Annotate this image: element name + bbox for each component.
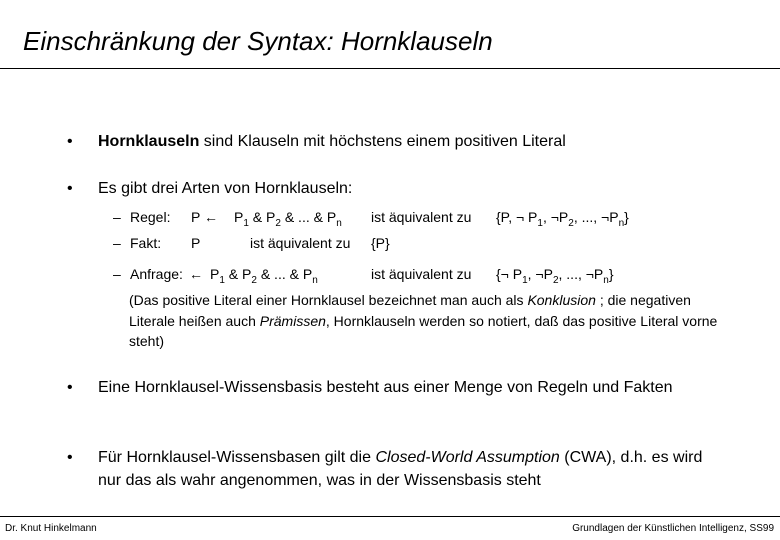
footer-author: Dr. Knut Hinkelmann bbox=[5, 523, 97, 534]
anfrage-equiv: ist äquivalent zu bbox=[371, 266, 472, 282]
bullet-marker: • bbox=[67, 379, 73, 396]
bullet-drei-arten: Es gibt drei Arten von Hornklauseln: bbox=[98, 180, 353, 197]
term-konklusion: Konklusion bbox=[527, 292, 596, 308]
dash-marker: – bbox=[113, 235, 121, 251]
fakt-label: Fakt: bbox=[130, 235, 162, 251]
regel-label: Regel: bbox=[130, 209, 171, 225]
footer-rule bbox=[0, 516, 780, 517]
bullet-wissensbasis: Eine Hornklausel-Wissensbasis besteht aus einer Menge von Regeln und Fakten bbox=[98, 379, 673, 396]
bullet-hornklauseln: Hornklauseln sind Klauseln mit höchstens einem positiven Literal bbox=[98, 133, 566, 150]
fakt-set: {P} bbox=[371, 235, 390, 251]
anfrage-body: $P_1$ & $P_2$ & ... & $P_n$ bbox=[210, 266, 318, 286]
bullet-marker: • bbox=[67, 180, 73, 197]
dash-marker: – bbox=[113, 266, 121, 282]
regel-head: P ← bbox=[191, 209, 218, 225]
bullet-cwa: Für Hornklausel-Wissensbasen gilt die Closed-World Assumption (CWA), d.h. es wird nur das als wahr angenommen, was in der Wissensbasis steht bbox=[98, 449, 703, 489]
footer-course: Grundlagen der Künstlichen Intelligenz, SS99 bbox=[572, 523, 774, 534]
slide-title: Einschränkung der Syntax: Hornklauseln bbox=[23, 26, 493, 56]
anfrage-label: Anfrage: bbox=[130, 266, 183, 282]
regel-equiv: ist äquivalent zu bbox=[371, 209, 472, 225]
term-hornklauseln: Hornklauseln bbox=[98, 133, 200, 150]
regel-set: {P, ¬ $P_1$, $\neg P_2$, ..., $\neg P_n$} bbox=[496, 209, 629, 229]
anfrage-set: {¬ $P_1$, $\neg P_2$, ..., $\neg P_n$} bbox=[496, 266, 614, 286]
title-rule bbox=[0, 68, 780, 69]
dash-marker: – bbox=[113, 209, 121, 225]
bullet-marker: • bbox=[67, 449, 73, 466]
konklusion-note: (Das positive Literal einer Hornklausel bezeichnet man auch als Konklusion ; die negativen Literale heißen auch Prämissen, Hornklauseln werden so notiert, daß das positive Literal vorne steht) bbox=[129, 292, 718, 349]
regel-body: $P_1$ & $P_2$ & ... & $P_n$ bbox=[234, 209, 342, 229]
term-cwa: Closed-World Assumption bbox=[375, 449, 560, 466]
fakt-head: P bbox=[191, 235, 201, 251]
bullet-marker: • bbox=[67, 133, 73, 150]
term-praemissen: Prämissen bbox=[259, 312, 326, 329]
fakt-equiv: ist äquivalent zu bbox=[250, 235, 351, 251]
anfrage-arrow: ← bbox=[189, 266, 203, 282]
